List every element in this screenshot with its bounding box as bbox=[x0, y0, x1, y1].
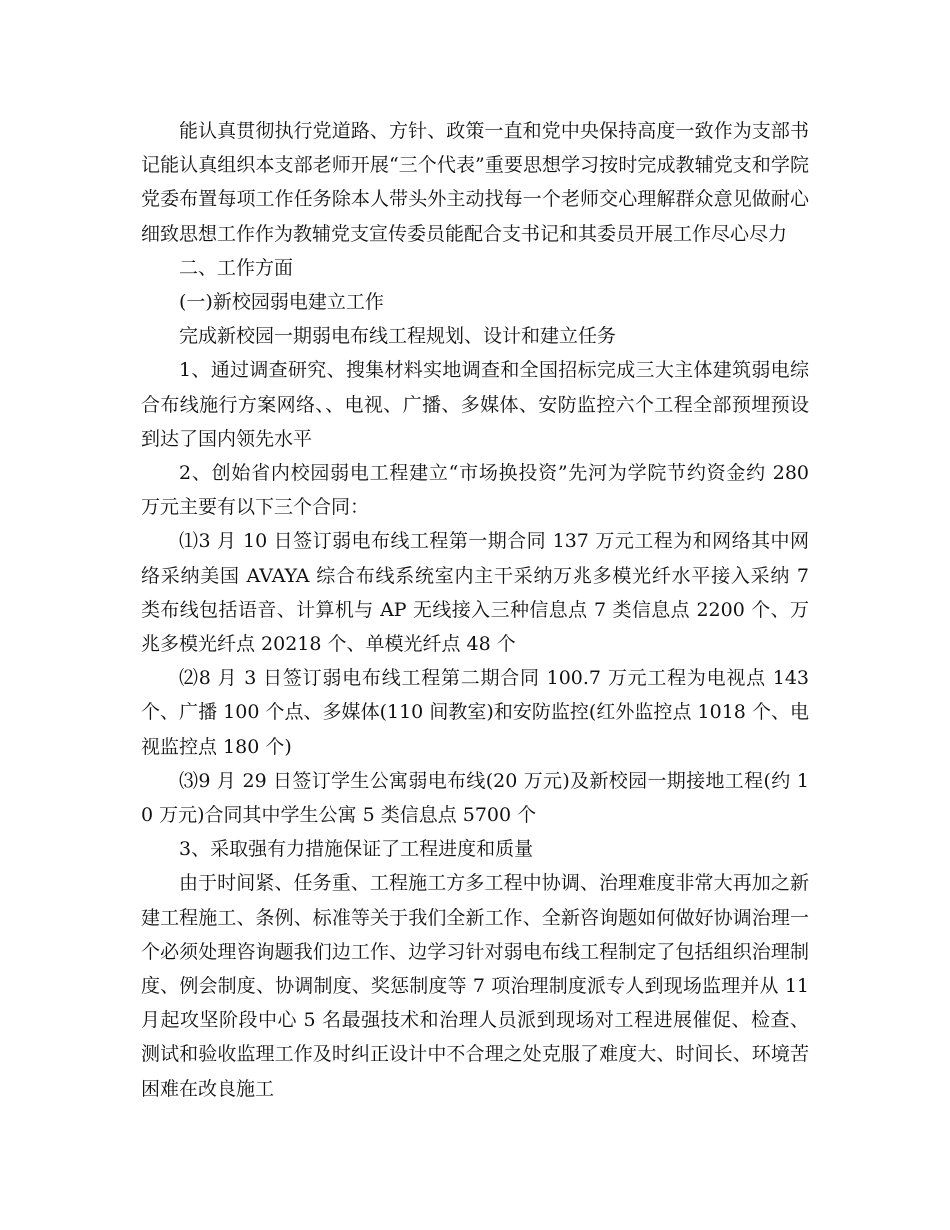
paragraph-item-3: 3、采取强有力措施保证了工程进度和质量 bbox=[179, 838, 534, 861]
paragraph-contract-3: ⑶9 月 29 日签订学生公寓弱电布线(20 万元)及新校园一期接地工程(约 10 万元)合同其中学生公寓 5 类信息点 5700 个 bbox=[141, 769, 809, 827]
paragraph-management: 由于时间紧、任务重、工程施工方多工程中协调、治理难度非常大再加之新建工程施工、条例、标准等关于我们全新工作、全新咨询题如何做好协调治理一个必须处理咨询题我们边工作、边学习针对弱电布线工程制定了包括组织治理制度、例会制度、协调制度、奖惩制度等 7 项治理制度派专人到现场监理并从 11 月起攻坚阶段中心 5 名最强技术和治理人员派到现场对工程进展催促、检查、测试和验收监理工作及时纠正设计中不合理之处克服了难度大、时间长、环境苦困难在改良施工 bbox=[141, 872, 809, 1100]
heading-work-aspects: 二、工作方面 bbox=[179, 256, 294, 279]
paragraph-phase-one: 完成新校园一期弱电布线工程规划、设计和建立任务 bbox=[179, 325, 617, 348]
subheading-new-campus: (一)新校园弱电建立工作 bbox=[179, 291, 384, 314]
paragraph-item-2: 2、创始省内校园弱电工程建立“市场换投资”先河为学院节约资金约 280 万元主要有以下三个合同： bbox=[141, 462, 809, 519]
paragraph-item-1: 1、通过调查研究、搜集材料实地调查和全国招标完成三大主体建筑弱电综合布线施行方案网络、、电视、广播、多媒体、安防监控六个工程全部预埋预设到达了国内领先水平 bbox=[141, 359, 809, 450]
paragraph-contract-1: ⑴3 月 10 日签订弱电布线工程第一期合同 137 万元工程为和网络其中网络采纳美国 AVAYA 综合布线系统室内主干采纳万兆多模光纤水平接入采纳 7 类布线包括语音、计算机与 AP 无线接入三种信息点 7 类信息点 2200 个、万兆多模光纤点 20218 个、单模光纤点 48 个 bbox=[141, 530, 809, 656]
paragraph-party-work: 能认真贯彻执行党道路、方针、政策一直和党中央保持高度一致作为支部书记能认真组织本支部老师开展“三个代表”重要思想学习按时完成教辅党支和学院党委布置每项工作任务除本人带头外主动找每一个老师交心理解群众意见做耐心细致思想工作作为教辅党支宣传委员能配合支书记和其委员开展工作尽心尽力 bbox=[141, 120, 809, 245]
paragraph-contract-2: ⑵8 月 3 日签订弱电布线工程第二期合同 100.7 万元工程为电视点 143 个、广播 100 个点、多媒体(110 间教室)和安防监控(红外监控点 1018 个、电视监控点 180 个) bbox=[141, 667, 809, 758]
